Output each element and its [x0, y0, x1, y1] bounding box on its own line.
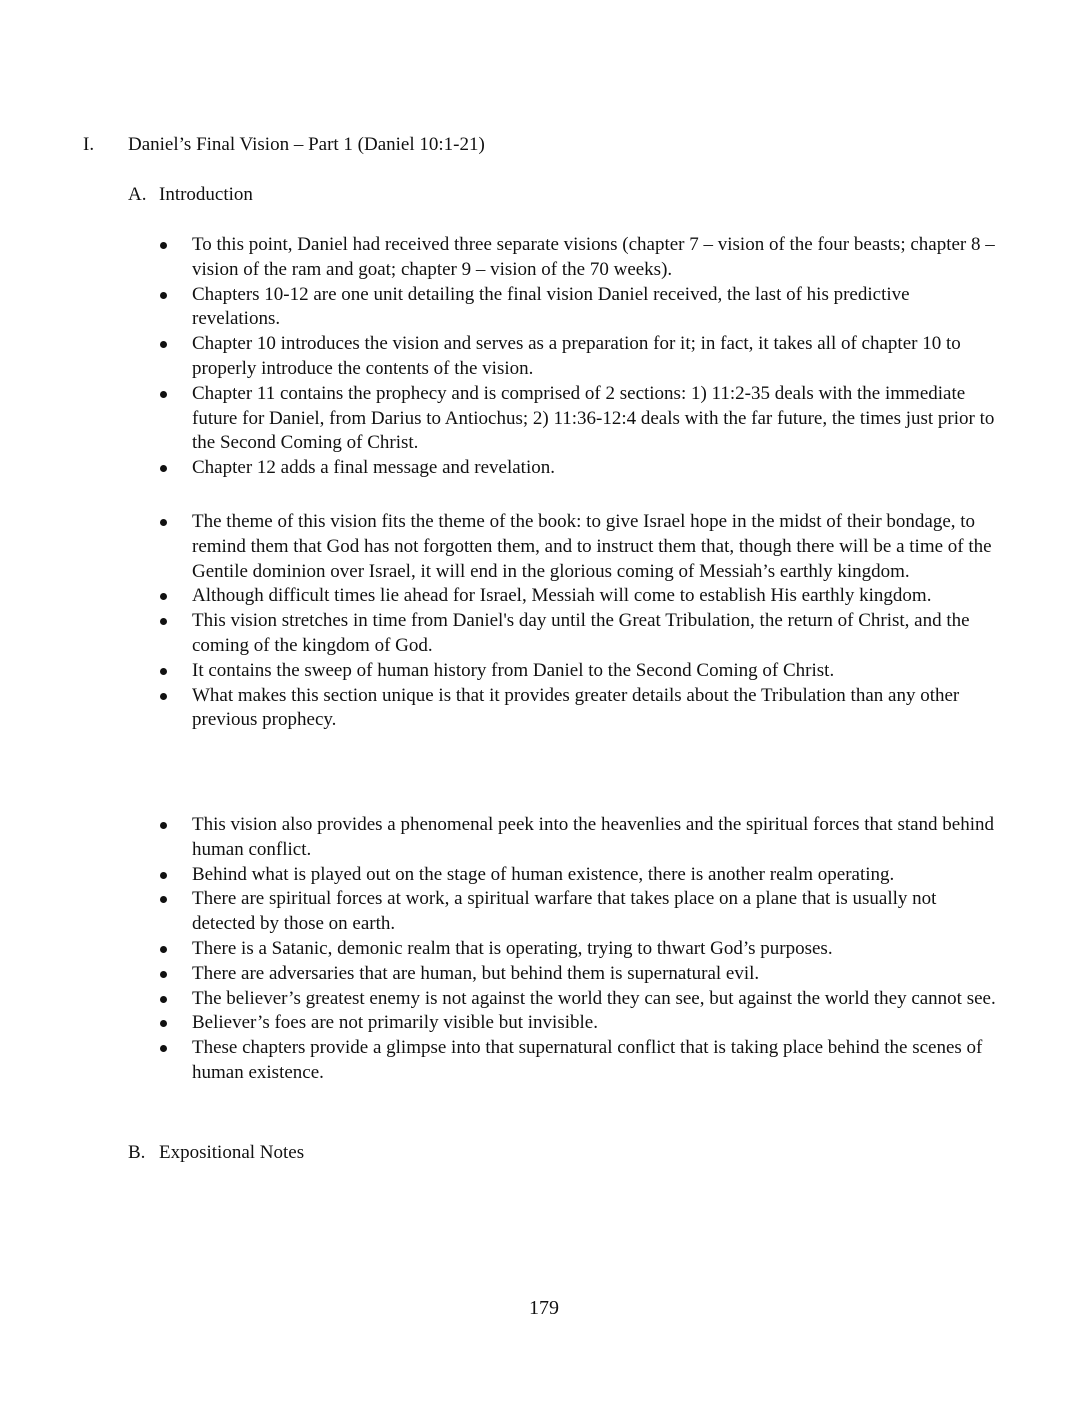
list-item: [158, 887, 998, 937]
list-item: [158, 659, 998, 684]
list-item: [158, 233, 998, 283]
list-item: [158, 510, 998, 584]
section-title: Daniel’s Final Vision – Part 1 (Daniel 10:1-21): [128, 134, 485, 155]
page-number: 179: [529, 1297, 559, 1319]
list-item: [158, 382, 998, 456]
list-item: [158, 863, 998, 888]
bullet-text: Behind what is played out on the stage of human existence, there is another realm operating.: [192, 863, 895, 885]
bullet-text: There are spiritual forces at work, a spiritual warfare that takes place on a plane that is usually not detected by those on earth.: [192, 888, 937, 935]
bullet-text: These chapters provide a glimpse into that supernatural conflict that is taking place behind the scenes of human existence.: [192, 1037, 983, 1083]
bullet-text: Believer’s foes are not primarily visible but invisible.: [192, 1012, 598, 1034]
bullet-text: The theme of this vision fits the theme of the book: to give Israel hope in the midst of their bondage, to remind them that God has not forgotten them, and to instruct them that, though there will be a time of the Gentile dominion over Israel, it will end in the glorious coming of Messiah’s earthly kingdom.: [192, 511, 992, 582]
bullet-text: Chapters 10-12 are one unit detailing the final vision Daniel received, the last of his predictive revelations.: [192, 283, 910, 330]
list-item: [158, 962, 998, 987]
bullet-icon: [160, 341, 167, 348]
bullet-icon: [160, 593, 167, 600]
subheading-title: Expositional Notes: [159, 1142, 305, 1163]
bullet-group-3: [158, 813, 998, 1086]
list-item: [158, 283, 998, 333]
bullet-text: To this point, Daniel had received three separate visions (chapter 7 – vision of the four beasts; chapter 8 – vision of the ram and goat; chapter 9 – vision of the 70 weeks).: [192, 234, 995, 280]
bullet-text: Chapter 12 adds a final message and revelation.: [192, 457, 555, 479]
subheading-letter: A.: [128, 184, 147, 205]
bullet-icon: [160, 872, 167, 879]
subheading-expositional-notes: [128, 1141, 304, 1165]
bullet-text: There are adversaries that are human, but behind them is supernatural evil.: [192, 962, 760, 984]
bullet-icon: [160, 292, 167, 299]
bullet-icon: [160, 465, 167, 472]
bullet-icon: [160, 946, 167, 953]
bullet-icon: [160, 1045, 167, 1052]
subheading-letter: B.: [128, 1142, 146, 1163]
bullet-group-1: [158, 233, 998, 481]
bullet-icon: [160, 896, 167, 903]
bullet-icon: [160, 242, 167, 249]
bullet-icon: [160, 693, 167, 700]
list-item: [158, 684, 998, 734]
section-number: I.: [83, 134, 95, 155]
list-item: [158, 813, 998, 863]
bullet-icon: [160, 391, 167, 398]
bullet-text: It contains the sweep of human history from Daniel to the Second Coming of Christ.: [192, 659, 835, 681]
bullet-text: This vision also provides a phenomenal peek into the heavenlies and the spiritual forces that stand behind human conflict.: [192, 814, 995, 860]
bullet-icon: [160, 822, 167, 829]
bullet-text: This vision stretches in time from Daniel's day until the Great Tribulation, the return of Christ, and the coming of the kingdom of God.: [192, 610, 970, 656]
subheading-introduction: [128, 183, 253, 207]
bullet-text: There is a Satanic, demonic realm that is operating, trying to thwart God’s purposes.: [192, 937, 833, 959]
bullet-text: What makes this section unique is that it provides greater details about the Tribulation than any other previous prophecy.: [192, 684, 960, 731]
bullet-icon: [160, 1020, 167, 1027]
list-item: [158, 937, 998, 962]
list-item: [158, 332, 998, 382]
bullet-icon: [160, 519, 167, 526]
list-item: [158, 456, 998, 481]
list-item: [158, 1011, 998, 1036]
bullet-icon: [160, 618, 167, 625]
list-item: [158, 584, 998, 609]
bullet-icon: [160, 668, 167, 675]
list-item: [158, 609, 998, 659]
bullet-text: The believer’s greatest enemy is not against the world they can see, but against the world they cannot see.: [192, 987, 996, 1009]
list-item: [158, 1036, 998, 1086]
bullet-text: Chapter 10 introduces the vision and serves as a preparation for it; in fact, it takes all of chapter 10 to properly introduce the contents of the vision.: [192, 333, 961, 379]
subheading-title: Introduction: [159, 184, 253, 205]
bullet-icon: [160, 971, 167, 978]
bullet-icon: [160, 996, 167, 1003]
bullet-text: Although difficult times lie ahead for Israel, Messiah will come to establish His earthly kingdom.: [192, 585, 932, 607]
bullet-text: Chapter 11 contains the prophecy and is comprised of 2 sections: 1) 11:2-35 deals with the immediate future for Daniel, from Darius to Antiochus; 2) 11:36-12:4 deals with the far future, the times just prior to the Second Coming of Christ.: [192, 382, 995, 454]
bullet-group-2: [158, 510, 998, 733]
list-item: [158, 987, 998, 1012]
